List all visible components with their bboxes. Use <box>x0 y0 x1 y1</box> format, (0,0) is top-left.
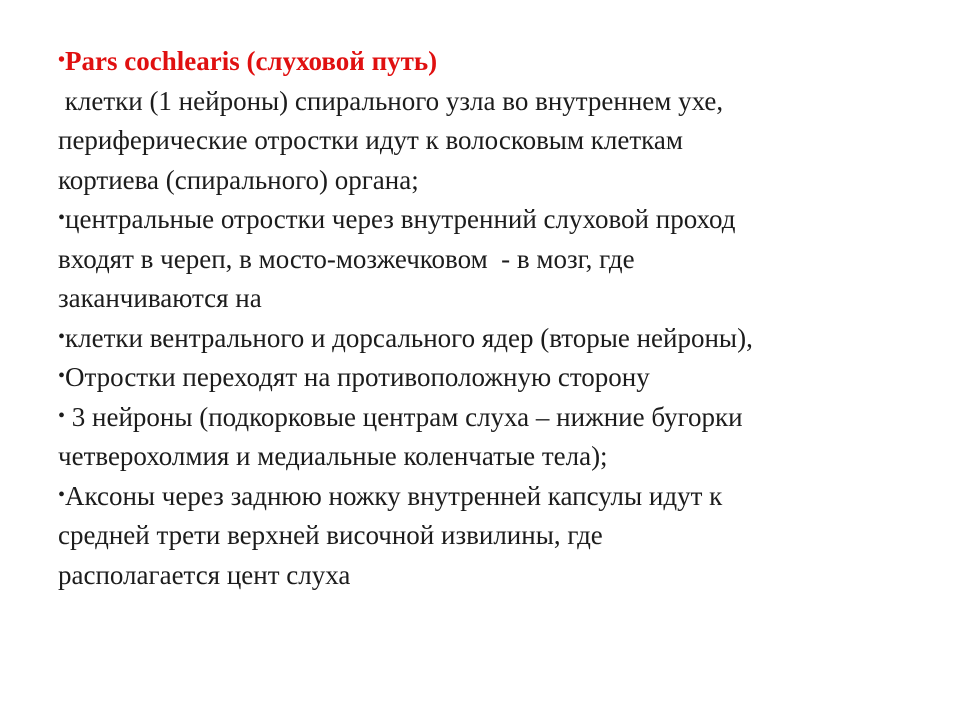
slide-heading <box>58 41 938 81</box>
slide-content <box>58 41 938 594</box>
line-text: периферические отростки идут к волосковым клеткам <box>58 125 683 155</box>
text-line <box>58 239 938 279</box>
line-text: центральные отростки через внутренний слуховой проход <box>65 204 736 234</box>
text-line <box>58 81 938 121</box>
text-line <box>58 160 938 200</box>
text-line <box>58 357 938 397</box>
line-bullet: • <box>58 365 66 387</box>
text-line <box>58 199 938 239</box>
text-line <box>58 120 938 160</box>
line-text: клетки вентрального и дорсального ядер (вторые нейроны), <box>65 322 753 353</box>
heading-text: Pars cochlearis (слуховой путь) <box>65 46 438 76</box>
line-text: Отростки переходят на противоположную сторону <box>65 362 650 392</box>
text-line <box>58 318 938 358</box>
line-text: кортиева (спирального) органа; <box>58 164 419 195</box>
text-line <box>58 436 938 476</box>
line-text: располагается цент слуха <box>58 559 351 590</box>
heading-bullet: • <box>58 49 66 71</box>
text-line <box>58 278 938 318</box>
line-text: входят в череп, в мосто-мозжечковом - в мозг, где <box>58 243 635 274</box>
line-bullet: • <box>58 325 66 348</box>
line-bullet: • <box>58 483 66 506</box>
line-bullet: • <box>58 404 66 427</box>
text-line <box>58 555 938 595</box>
text-line <box>58 476 938 516</box>
line-text: Аксоны через заднюю ножку внутренней капсулы идут к <box>65 480 723 511</box>
text-line <box>58 397 938 437</box>
line-text: клетки (1 нейроны) спирального узла во внутреннем ухе, <box>58 85 724 116</box>
text-line <box>58 515 938 555</box>
line-text: заканчиваются на <box>58 283 262 313</box>
line-text: четверохолмия и медиальные коленчатые тела); <box>58 441 608 471</box>
line-bullet: • <box>58 207 66 229</box>
line-text: средней трети верхней височной извилины, где <box>58 520 603 550</box>
line-text: 3 нейроны (подкорковые центрам слуха – нижние бугорки <box>65 401 743 432</box>
